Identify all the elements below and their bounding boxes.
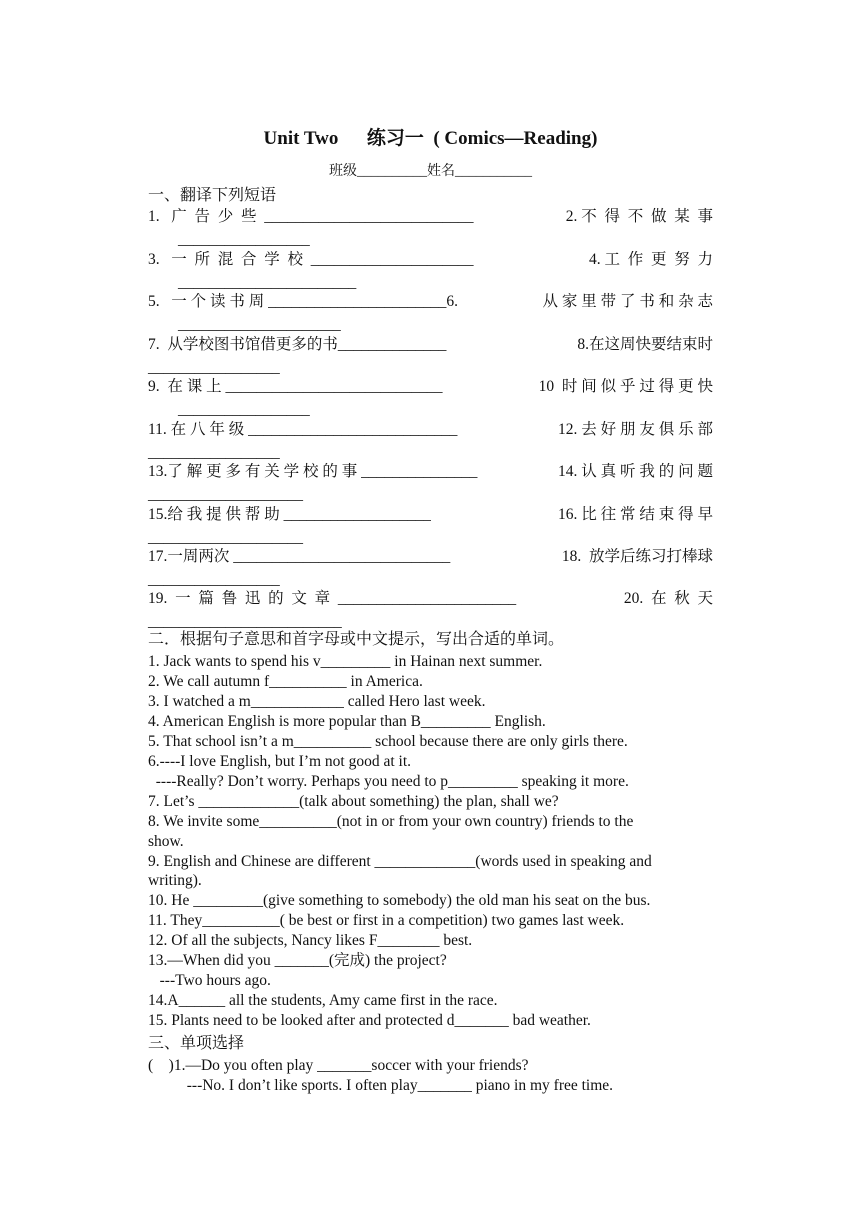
fill-in-question: 14.A______ all the students, Amy came first in the race. <box>148 992 498 1009</box>
translation-prompt: 8.在这周快要结束时 <box>577 336 713 353</box>
translation-row <box>148 589 713 609</box>
section1-heading: 一、翻译下列短语 <box>148 187 277 204</box>
answer-blank: _________________________ <box>148 613 342 630</box>
translation-row <box>148 462 713 482</box>
fill-in-question: 3. I watched a m____________ called Hero last week. <box>148 693 486 710</box>
answer-blank: _________________ <box>148 444 280 461</box>
section2-heading: 二．根据句子意思和首字母或中文提示，写出合适的单词。 <box>148 631 565 648</box>
fill-in-question: ---Two hours ago. <box>148 972 271 989</box>
translation-row <box>148 292 713 312</box>
fill-in-question: 4. American English is more popular than B_________ English. <box>148 713 546 730</box>
translation-prompt: 9. 在 课 上 ____________________________ <box>148 378 443 395</box>
fill-in-question: 2. We call autumn f__________ in America. <box>148 673 423 690</box>
answer-blank: _________________ <box>148 359 280 376</box>
translation-row <box>148 335 713 355</box>
section3-heading: 三、单项选择 <box>148 1035 245 1052</box>
translation-row <box>148 250 713 270</box>
answer-blank: ____________________ <box>148 486 303 503</box>
translation-prompt: 4. 工 作 更 努 力 <box>588 251 713 268</box>
answer-blank: _______________________ <box>178 274 357 291</box>
translation-row <box>148 547 713 567</box>
class-name-line: 班级__________姓名___________ <box>329 164 532 179</box>
answer-blank: _________________ <box>148 571 280 588</box>
translation-row <box>148 377 713 397</box>
translation-prompt: 15.给 我 提 供 帮 助 ___________________ <box>148 506 431 523</box>
translation-prompt: 1. 广 告 少 些 ___________________________ <box>148 208 474 225</box>
fill-in-question: 13.—When did you _______(完成) the project? <box>148 952 447 969</box>
translation-prompt: 2. 不 得 不 做 某 事 <box>565 208 713 225</box>
fill-in-question: 9. English and Chinese are different _____________(words used in speaking and <box>148 853 652 870</box>
answer-blank: _____________________ <box>178 316 341 333</box>
fill-in-question: ----Really? Don’t worry. Perhaps you need to p_________ speaking it more. <box>148 773 629 790</box>
translation-prompt: 19. 一 篇 鲁 迅 的 文 章 _______________________ <box>148 590 517 607</box>
fill-in-question: 1. Jack wants to spend his v_________ in Hainan next summer. <box>148 653 543 670</box>
fill-in-question: 6.----I love English, but I’m not good at it. <box>148 753 412 770</box>
translation-prompt: 18. 放学后练习打棒球 <box>561 548 713 565</box>
translation-prompt: 16. 比 往 常 结 束 得 早 <box>557 506 713 523</box>
translation-row <box>148 505 713 525</box>
translation-prompt: 14. 认 真 听 我 的 问 题 <box>557 463 713 480</box>
answer-blank: _________________ <box>178 231 310 248</box>
fill-in-question: show. <box>148 833 184 850</box>
translation-prompt: 10 时 间 似 乎 过 得 更 快 <box>538 378 713 395</box>
translation-prompt: 7. 从学校图书馆借更多的书______________ <box>148 336 447 353</box>
translation-prompt: 17.一周两次 ____________________________ <box>148 548 451 565</box>
answer-blank: _________________ <box>178 401 310 418</box>
fill-in-question: 11. They__________( be best or first in a competition) two games last week. <box>148 912 625 929</box>
answer-blank: ____________________ <box>148 529 303 546</box>
fill-in-question: 10. He _________(give something to somebody) the old man his seat on the bus. <box>148 892 651 909</box>
choice-question: ---No. I don’t like sports. I often play_______ piano in my free time. <box>148 1077 614 1094</box>
translation-prompt: 13.了 解 更 多 有 关 学 校 的 事 _______________ <box>148 463 478 480</box>
fill-in-question: 8. We invite some__________(not in or from your own country) friends to the <box>148 813 634 830</box>
translation-prompt: 20. 在 秋 天 <box>623 590 713 607</box>
fill-in-question: writing). <box>148 872 202 889</box>
fill-in-question: 15. Plants need to be looked after and protected d_______ bad weather. <box>148 1012 591 1029</box>
worksheet-title: Unit Two 练习一 ( Comics—Reading) <box>263 128 598 149</box>
translation-row <box>148 420 713 440</box>
translation-prompt: 12. 去 好 朋 友 俱 乐 部 <box>557 421 713 438</box>
translation-prompt: 5. 一 个 读 书 周 _______________________6. <box>148 293 459 310</box>
fill-in-question: 7. Let’s _____________(talk about something) the plan, shall we? <box>148 793 559 810</box>
translation-prompt: 从 家 里 带 了 书 和 杂 志 <box>542 293 713 310</box>
translation-prompt: 3. 一 所 混 合 学 校 _____________________ <box>148 251 474 268</box>
choice-question: ( )1.—Do you often play _______soccer with your friends? <box>148 1057 529 1074</box>
translation-row <box>148 207 713 227</box>
fill-in-question: 12. Of all the subjects, Nancy likes F________ best. <box>148 932 473 949</box>
fill-in-question: 5. That school isn’t a m__________ school because there are only girls there. <box>148 733 628 750</box>
translation-prompt: 11. 在 八 年 级 ___________________________ <box>148 421 458 438</box>
